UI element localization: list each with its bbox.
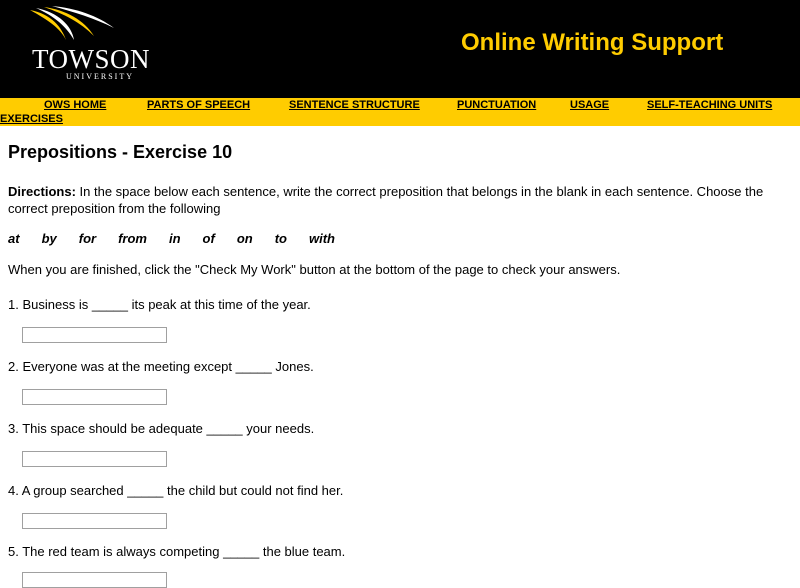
answer-3-input[interactable] xyxy=(22,451,167,467)
logo-wordmark: TOWSON xyxy=(32,44,151,74)
site-title: Online Writing Support xyxy=(461,29,724,56)
choice-word: in xyxy=(168,231,181,246)
towson-logo[interactable] xyxy=(22,6,152,80)
choice-word: from xyxy=(118,231,147,246)
answer-1-input[interactable] xyxy=(22,327,167,343)
question-4-text: 4. A group searched _____ the child but could not find her. xyxy=(8,483,344,498)
nav-self-teaching-units[interactable]: SELF-TEACHING UNITS xyxy=(647,99,773,111)
directions-text: In the space below each sentence, write the correct preposition that belongs in the blank in each sentence. Choose the correct preposition from the following xyxy=(8,184,764,216)
choice-word: for xyxy=(78,231,97,246)
question-1-text: 1. Business is _____ its peak at this time of the year. xyxy=(8,297,311,312)
question-5-text: 5. The red team is always competing _____ the blue team. xyxy=(8,544,346,559)
instruction-text: When you are finished, click the "Check My Work" button at the bottom of the page to check your answers. xyxy=(8,262,621,277)
nav-ows-home[interactable]: OWS HOME xyxy=(44,99,107,111)
choice-word: to xyxy=(274,231,287,246)
choice-word: on xyxy=(236,231,253,246)
answer-4-input[interactable] xyxy=(22,513,167,529)
nav-punctuation[interactable]: PUNCTUATION xyxy=(457,99,537,111)
page-title: Prepositions - Exercise 10 xyxy=(8,142,233,162)
logo-subtitle: UNIVERSITY xyxy=(66,72,134,81)
choice-word: by xyxy=(41,231,57,246)
tiger-swoosh-icon xyxy=(22,6,132,46)
question-2-text: 2. Everyone was at the meeting except _____ Jones. xyxy=(8,359,314,374)
nav-usage[interactable]: USAGE xyxy=(570,99,610,111)
answer-5-input[interactable] xyxy=(22,572,167,588)
answer-2-input[interactable] xyxy=(22,389,167,405)
directions-label: Directions: xyxy=(8,184,76,199)
site-header xyxy=(0,0,800,98)
nav-sentence-structure[interactable]: SENTENCE STRUCTURE xyxy=(289,99,420,111)
nav-bar xyxy=(0,98,800,126)
choice-word: at xyxy=(8,231,20,246)
nav-parts-of-speech[interactable]: PARTS OF SPEECH xyxy=(147,99,251,111)
directions xyxy=(8,183,798,217)
choice-word: of xyxy=(202,231,215,246)
preposition-choices xyxy=(8,231,357,246)
choice-word: with xyxy=(308,231,335,246)
question-3-text: 3. This space should be adequate _____ your needs. xyxy=(8,421,315,436)
nav-exercises[interactable]: EXERCISES xyxy=(0,113,63,125)
